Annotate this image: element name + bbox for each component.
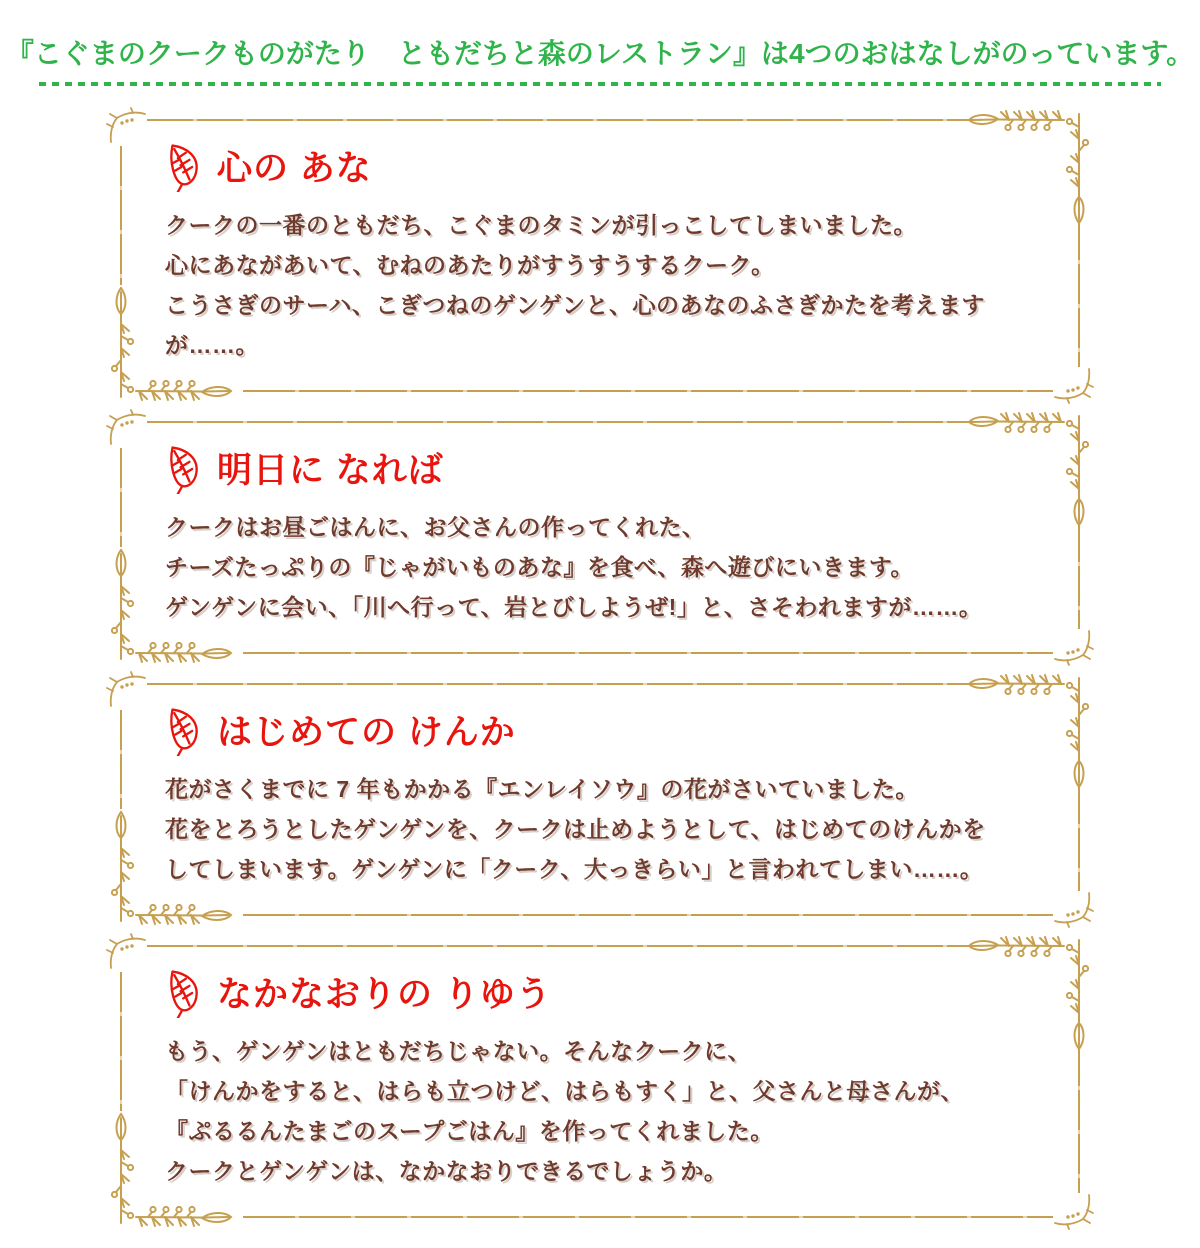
story-body — [165, 205, 1039, 365]
leaf-icon-slot — [165, 444, 205, 499]
story-line: 花がさくまでに 7 年もかかる『エンレイソウ』の花がさいていました。 — [165, 776, 919, 802]
twig-corner-icon — [105, 107, 149, 151]
dashed-divider — [39, 82, 1161, 86]
story-title: 明日に なれば — [217, 451, 444, 490]
story-line: こうさぎのサーハ、こぎつねのゲンゲンと、心のあなのふさぎかたを考えますが……。 — [165, 292, 985, 358]
story-line: クークはお昼ごはんに、お父さんの作ってくれた、 — [165, 514, 706, 540]
story-line: してしまいます。ゲンゲンに「クーク、大っきらい」と言われてしまい……。 — [165, 856, 984, 882]
frame-line-right — [1078, 784, 1080, 891]
frame-line-left — [120, 710, 122, 809]
frame-line-top — [147, 945, 973, 947]
leaf-icon — [165, 444, 205, 494]
leaf-icon — [165, 968, 205, 1018]
story-line: 花をとろうとしたゲンゲンを、クークは止めようとして、はじめてのけんかを — [165, 816, 986, 842]
story-body — [165, 769, 1039, 889]
story-body — [165, 1031, 1039, 1191]
page-header — [0, 0, 1200, 86]
twig-corner-icon — [1051, 622, 1095, 666]
story-title-row — [165, 447, 1039, 495]
frame-line-right — [1078, 220, 1080, 367]
story-body — [165, 507, 1039, 627]
twig-corner-icon — [1051, 360, 1095, 404]
frame-line-top — [147, 683, 973, 685]
story-list — [121, 120, 1079, 1217]
story-title-row — [165, 971, 1039, 1019]
leaf-icon — [165, 142, 205, 192]
frame-line-bottom — [243, 1216, 1053, 1218]
frame-line-bottom — [243, 390, 1053, 392]
frame-line-left — [120, 448, 122, 547]
frame-line-top — [147, 421, 973, 423]
twig-corner-icon — [105, 933, 149, 977]
frame-line-right — [1078, 522, 1080, 629]
story-card-kokoro-no-ana — [121, 120, 1079, 391]
story-line: クークとゲンゲンは、なかなおりできるでしょうか。 — [165, 1158, 728, 1184]
twig-corner-icon — [1051, 1186, 1095, 1230]
frame-line-left — [120, 972, 122, 1111]
frame-line-right — [1078, 1046, 1080, 1193]
frame-line-bottom — [243, 914, 1053, 916]
story-line: チーズたっぷりの『じゃがいものあな』を食べ、森へ遊びにいきます。 — [165, 554, 915, 580]
leaf-icon-slot — [165, 968, 205, 1023]
story-title: 心の あな — [217, 149, 372, 188]
frame-line-bottom — [243, 652, 1053, 654]
leaf-icon-slot — [165, 142, 205, 197]
story-line: クークの一番のともだち、こぐまのタミンが引っこしてしまいました。 — [165, 212, 917, 238]
story-line: もう、ゲンゲンはともだちじゃない。そんなクークに、 — [165, 1038, 752, 1064]
leaf-icon — [165, 706, 205, 756]
twig-corner-icon — [105, 671, 149, 715]
twig-corner-icon — [1051, 884, 1095, 928]
story-card-hajimete-no-kenka — [121, 684, 1079, 915]
story-line: ゲンゲンに会い、「川へ行って、岩とびしようぜ!」と、さそわれますが……。 — [165, 594, 983, 620]
story-title-row — [165, 709, 1039, 757]
leaf-icon-slot — [165, 706, 205, 761]
frame-line-top — [147, 119, 973, 121]
story-line: 「けんかをすると、はらも立つけど、はらもすく」と、父さんと母さんが、 — [165, 1078, 964, 1104]
frame-line-left — [120, 146, 122, 285]
page-title: 『こぐまのクークものがたり ともだちと森のレストラン』は4つのおはなしがのっています。 — [5, 38, 1195, 69]
twig-corner-icon — [105, 409, 149, 453]
story-title: なかなおりの りゆう — [217, 975, 552, 1014]
story-card-asu-ni-nareba — [121, 422, 1079, 653]
story-title-row — [165, 145, 1039, 193]
story-line: 心にあながあいて、むねのあたりがすうすうするクーク。 — [165, 252, 775, 278]
story-title: はじめての けんか — [217, 713, 516, 752]
story-line: 『ぷるるんたまごのスープごはん』を作ってくれました。 — [165, 1118, 774, 1144]
story-card-nakanaori-no-riyuu — [121, 946, 1079, 1217]
